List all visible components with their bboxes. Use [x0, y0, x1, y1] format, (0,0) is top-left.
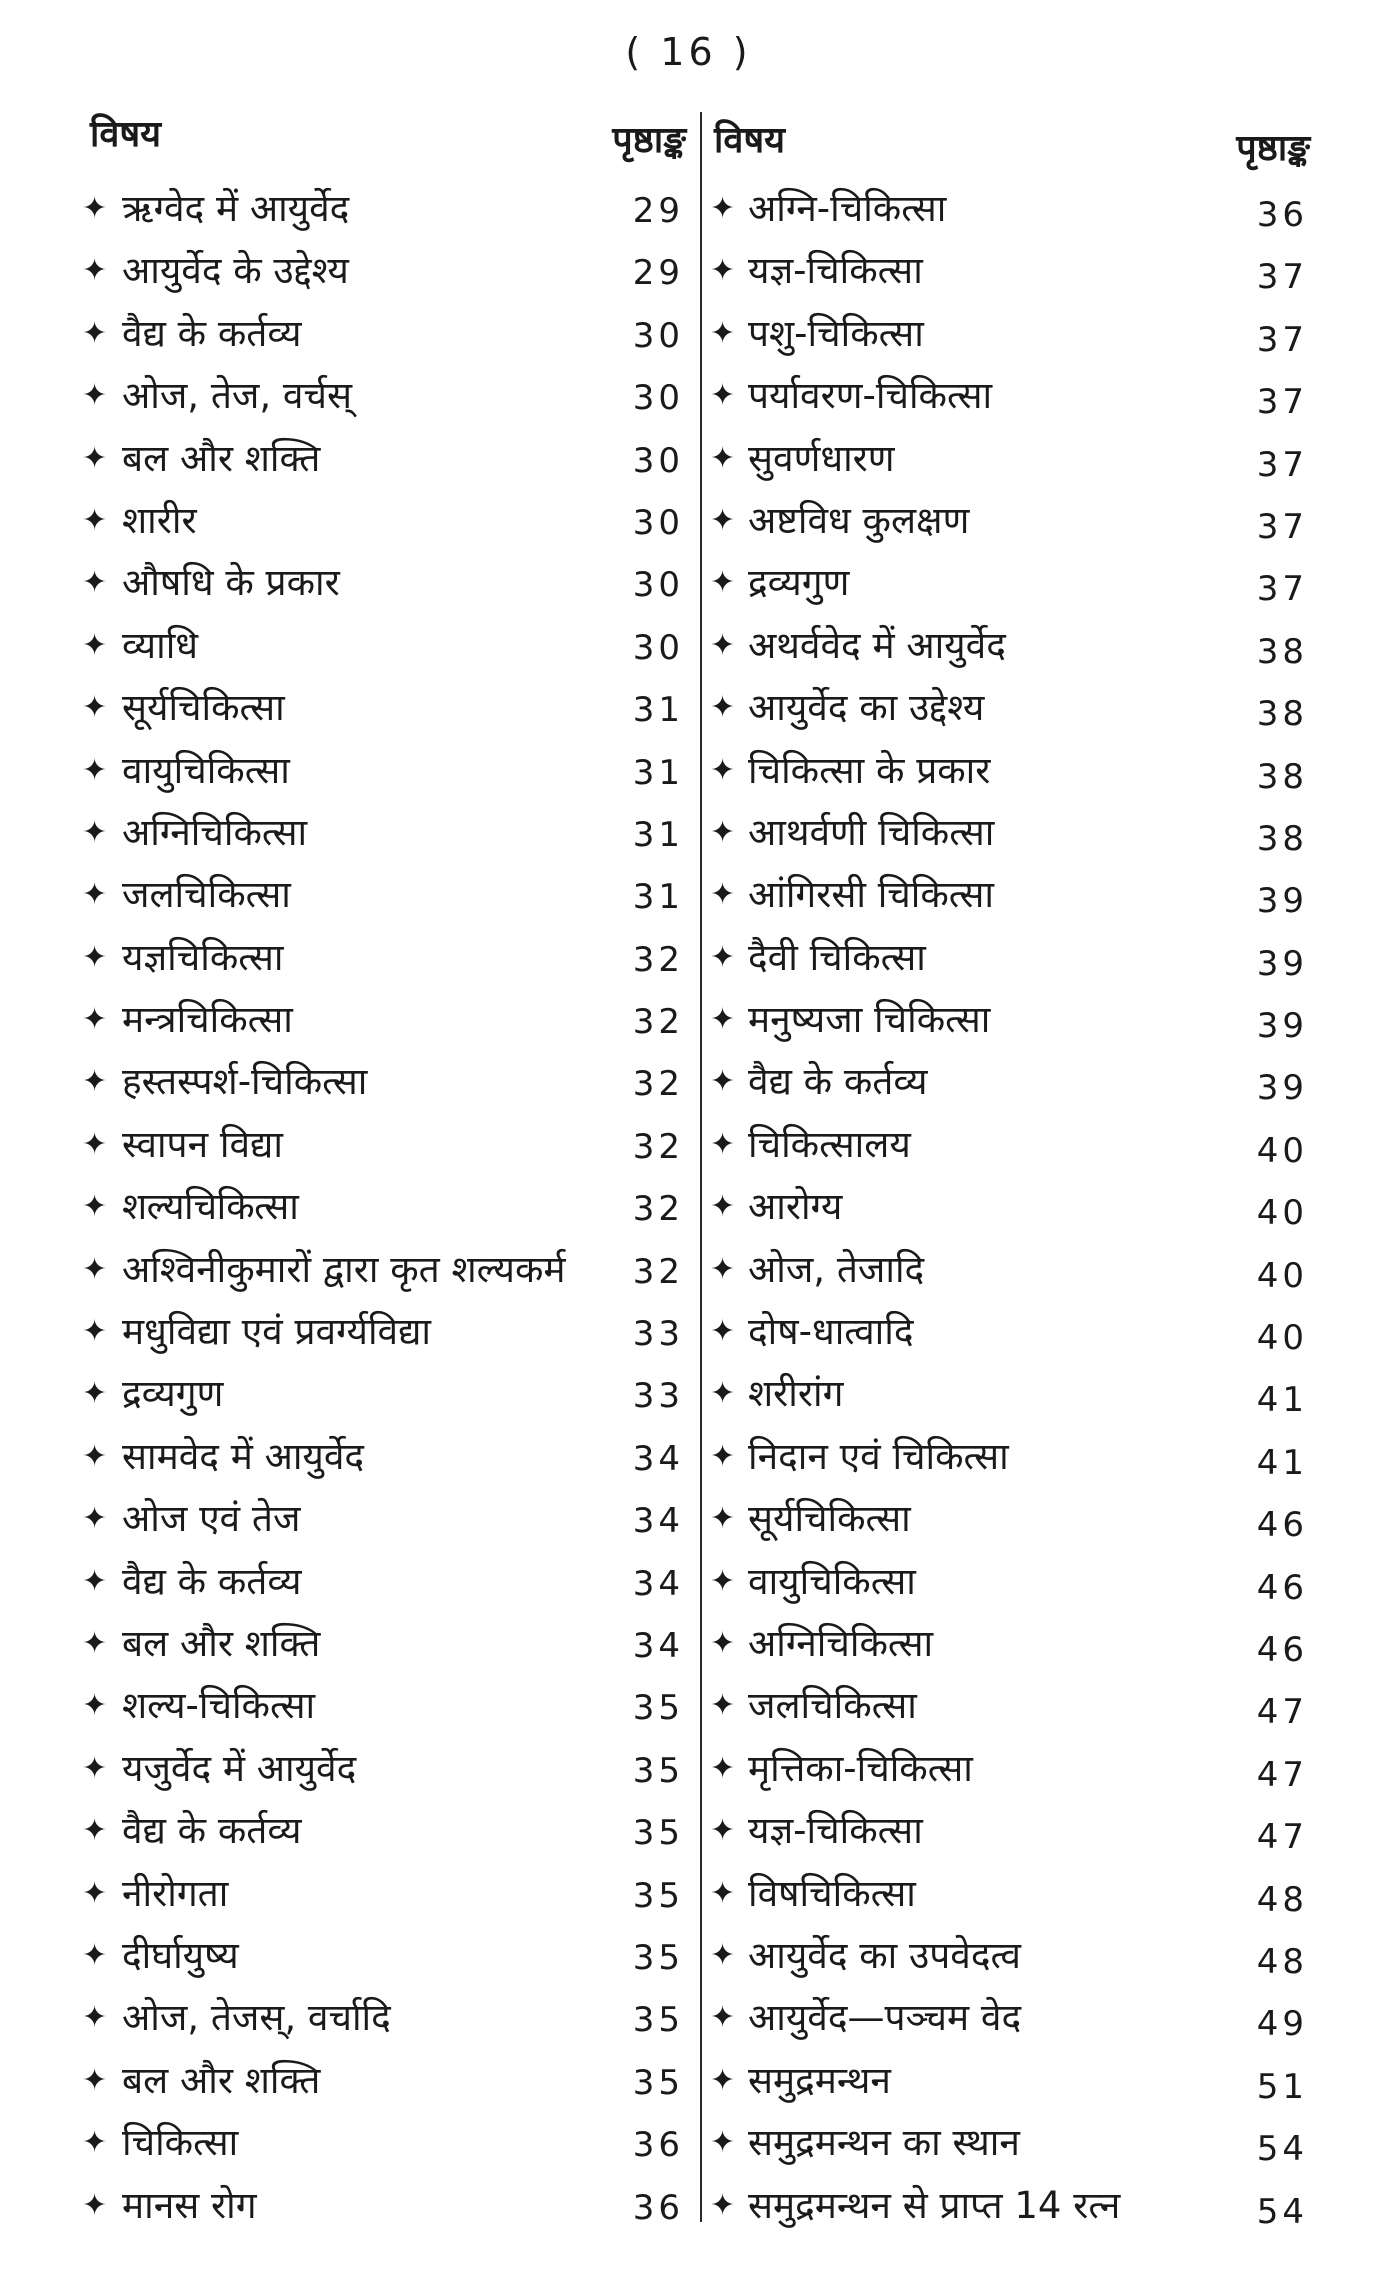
- entry-title: मधुविद्या एवं प्रवर्ग्यविद्या: [122, 1310, 432, 1354]
- contents-entry: [706, 1987, 1320, 2049]
- four-point-star-bullet-icon: ✦: [82, 1251, 108, 1287]
- contents-column-left: [70, 108, 690, 2237]
- entry-title: अग्निचिकित्सा: [122, 810, 308, 854]
- entry-title: यज्ञ-चिकित्सा: [748, 249, 923, 293]
- four-point-star-bullet-icon: ✦: [82, 565, 108, 601]
- entry-page-number: 46: [1256, 1629, 1308, 1670]
- entry-title: यजुर्वेद में आयुर्वेद: [122, 1746, 357, 1790]
- four-point-star-bullet-icon: ✦: [710, 1376, 736, 1412]
- entry-title: ओज, तेज, वर्चस्: [122, 374, 352, 418]
- four-point-star-bullet-icon: ✦: [710, 2062, 736, 2098]
- contents-entry: [706, 802, 1320, 864]
- entry-title: आयुर्वेद का उद्देश्य: [748, 686, 985, 730]
- entry-title: बल और शक्ति: [122, 1621, 321, 1665]
- entry-title: अग्नि-चिकित्सा: [748, 187, 947, 230]
- topic-heading: विषय: [90, 114, 162, 155]
- contents-entry: [706, 615, 1320, 677]
- contents-entry: [706, 490, 1320, 552]
- four-point-star-bullet-icon: ✦: [82, 1563, 108, 1599]
- four-point-star-bullet-icon: ✦: [710, 502, 736, 538]
- entry-title: मनुष्यजा चिकित्सा: [748, 998, 991, 1042]
- entry-page-number: 30: [632, 565, 684, 606]
- four-point-star-bullet-icon: ✦: [82, 1625, 108, 1661]
- contents-column-right: [706, 108, 1320, 2237]
- entry-title: आंगिरसी चिकित्सा: [748, 873, 994, 917]
- entry-title: पशु-चिकित्सा: [748, 311, 924, 355]
- entry-title: बल और शक्ति: [122, 436, 321, 480]
- four-point-star-bullet-icon: ✦: [710, 1314, 736, 1350]
- entry-page-number: 35: [632, 1875, 684, 1916]
- entry-page-number: 36: [1256, 195, 1308, 235]
- four-point-star-bullet-icon: ✦: [82, 315, 108, 351]
- entry-title: अथर्ववेद में आयुर्वेद: [748, 623, 1006, 667]
- contents-entry: [70, 365, 690, 427]
- entry-page-number: 41: [1256, 1442, 1308, 1483]
- contents-entry: [706, 303, 1320, 365]
- entry-page-number: 39: [1256, 943, 1308, 984]
- entry-page-number: 49: [1256, 2004, 1308, 2045]
- four-point-star-bullet-icon: ✦: [82, 939, 108, 975]
- entry-page-number: 35: [632, 2000, 684, 2041]
- four-point-star-bullet-icon: ✦: [82, 1002, 108, 1038]
- contents-entry: [706, 1675, 1320, 1737]
- entry-page-number: 34: [632, 1625, 684, 1666]
- entry-title: चिकित्सालय: [748, 1122, 911, 1166]
- contents-entry: [70, 1987, 690, 2049]
- entry-title: निदान एवं चिकित्सा: [748, 1434, 1009, 1478]
- contents-entry: [70, 428, 690, 490]
- four-point-star-bullet-icon: ✦: [710, 1813, 736, 1849]
- contents-entry: [706, 1613, 1320, 1675]
- entry-title: जलचिकित्सा: [122, 873, 291, 917]
- entry-page-number: 29: [632, 191, 684, 231]
- entry-title: शरीरांग: [748, 1372, 844, 1416]
- page-heading: पृष्ठाङ्क: [612, 120, 686, 161]
- four-point-star-bullet-icon: ✦: [82, 440, 108, 476]
- four-point-star-bullet-icon: ✦: [710, 814, 736, 850]
- entry-page-number: 38: [1256, 756, 1308, 797]
- contents-entry: [706, 1114, 1320, 1176]
- entry-title: मृत्तिका-चिकित्सा: [748, 1746, 973, 1790]
- entry-title: व्याधि: [122, 623, 199, 667]
- entry-page-number: 30: [632, 502, 684, 543]
- entry-page-number: 51: [1256, 2066, 1308, 2107]
- entry-title: वैद्य के कर्तव्य: [122, 1809, 302, 1853]
- four-point-star-bullet-icon: ✦: [82, 627, 108, 663]
- contents-entry: [706, 2050, 1320, 2112]
- four-point-star-bullet-icon: ✦: [82, 690, 108, 726]
- four-point-star-bullet-icon: ✦: [710, 440, 736, 476]
- four-point-star-bullet-icon: ✦: [82, 1875, 108, 1911]
- four-point-star-bullet-icon: ✦: [710, 1501, 736, 1537]
- four-point-star-bullet-icon: ✦: [710, 565, 736, 601]
- entry-title: शल्यचिकित्सा: [122, 1185, 299, 1229]
- four-point-star-bullet-icon: ✦: [82, 1126, 108, 1162]
- entry-title: जलचिकित्सा: [748, 1684, 917, 1728]
- contents-entry: [70, 1675, 690, 1737]
- contents-entry: [706, 1551, 1320, 1613]
- contents-entry: [70, 240, 690, 302]
- entry-page-number: 40: [1256, 1130, 1308, 1171]
- entry-page-number: 35: [632, 1750, 684, 1791]
- four-point-star-bullet-icon: ✦: [82, 1937, 108, 1973]
- four-point-star-bullet-icon: ✦: [710, 1875, 736, 1911]
- entry-title: द्रव्यगुण: [748, 561, 850, 605]
- four-point-star-bullet-icon: ✦: [710, 939, 736, 975]
- contents-entry: [70, 802, 690, 864]
- entry-title: वैद्य के कर्तव्य: [748, 1060, 928, 1104]
- contents-entry: [70, 2112, 690, 2174]
- contents-entry: [70, 2050, 690, 2112]
- contents-entry: [706, 677, 1320, 739]
- entry-page-number: 32: [632, 1251, 684, 1292]
- contents-entry: [706, 365, 1320, 427]
- entry-page-number: 30: [632, 378, 684, 419]
- entry-title: हस्तस्पर्श-चिकित्सा: [122, 1060, 368, 1104]
- entry-page-number: 37: [1256, 319, 1308, 360]
- contents-entry: [70, 1426, 690, 1488]
- entry-page-number: 32: [632, 1002, 684, 1043]
- entry-title: चिकित्सा: [122, 2121, 239, 2165]
- entry-page-number: 39: [1256, 881, 1308, 922]
- contents-entry: [70, 1800, 690, 1862]
- four-point-star-bullet-icon: ✦: [710, 1563, 736, 1599]
- four-point-star-bullet-icon: ✦: [82, 1688, 108, 1724]
- entry-page-number: 34: [632, 1563, 684, 1604]
- four-point-star-bullet-icon: ✦: [710, 752, 736, 788]
- entry-page-number: 47: [1256, 1817, 1308, 1858]
- four-point-star-bullet-icon: ✦: [710, 1625, 736, 1661]
- entry-title: सूर्यचिकित्सा: [748, 1497, 911, 1541]
- four-point-star-bullet-icon: ✦: [82, 1064, 108, 1100]
- column-divider: [700, 112, 702, 2222]
- entry-page-number: 47: [1256, 1754, 1308, 1795]
- entry-title: अश्विनीकुमारों द्वारा कृत शल्यकर्म: [122, 1247, 566, 1291]
- four-point-star-bullet-icon: ✦: [82, 378, 108, 414]
- entry-title: अष्टविध कुलक्षण: [748, 498, 970, 542]
- contents-entry: [70, 1301, 690, 1363]
- entry-page-number: 32: [632, 1126, 684, 1167]
- entry-page-number: 48: [1256, 1879, 1308, 1920]
- entry-page-number: 40: [1256, 1193, 1308, 1234]
- contents-entry: [706, 1488, 1320, 1550]
- entry-title: समुद्रमन्थन से प्राप्त 14 रत्न: [748, 2183, 1121, 2227]
- entry-title: अग्निचिकित्सा: [748, 1621, 934, 1665]
- entry-title: मन्त्रचिकित्सा: [122, 998, 293, 1042]
- entry-page-number: 37: [1256, 444, 1308, 485]
- four-point-star-bullet-icon: ✦: [710, 1937, 736, 1973]
- entry-page-number: 32: [632, 939, 684, 980]
- entry-title: स्वापन विद्या: [122, 1122, 283, 1166]
- entry-title: ऋग्वेद में आयुर्वेद: [122, 187, 350, 230]
- entry-title: बल और शक्ति: [122, 2058, 321, 2102]
- entry-page-number: 36: [632, 2125, 684, 2166]
- entry-title: औषधि के प्रकार: [122, 561, 340, 605]
- entry-title: वैद्य के कर्तव्य: [122, 1559, 302, 1603]
- column-header: [70, 108, 690, 178]
- contents-entry: [70, 1551, 690, 1613]
- four-point-star-bullet-icon: ✦: [710, 2000, 736, 2036]
- entry-page-number: 35: [632, 1688, 684, 1729]
- entry-page-number: 34: [632, 1438, 684, 1479]
- entry-title: ओज, तेजादि: [748, 1247, 925, 1291]
- contents-entry: [70, 927, 690, 989]
- contents-entry: [70, 1738, 690, 1800]
- contents-entry: [70, 2175, 690, 2237]
- four-point-star-bullet-icon: ✦: [710, 2187, 736, 2223]
- entry-title: शारीर: [122, 498, 197, 542]
- entry-title: आयुर्वेद के उद्देश्य: [122, 249, 349, 293]
- entry-page-number: 31: [632, 752, 684, 793]
- entry-page-number: 36: [632, 2187, 684, 2228]
- entry-page-number: 37: [1256, 382, 1308, 423]
- contents-entry: [70, 677, 690, 739]
- contents-entry: [706, 1301, 1320, 1363]
- entry-page-number: 37: [1256, 569, 1308, 610]
- four-point-star-bullet-icon: ✦: [710, 1688, 736, 1724]
- entry-page-number: 46: [1256, 1505, 1308, 1546]
- contents-entry: [70, 615, 690, 677]
- four-point-star-bullet-icon: ✦: [82, 1813, 108, 1849]
- entry-title: ओज, तेजस्, वर्चादि: [122, 1996, 391, 2040]
- entry-title: सूर्यचिकित्सा: [122, 686, 285, 730]
- contents-entry: [70, 864, 690, 926]
- contents-entry: [706, 989, 1320, 1051]
- entry-page-number: 29: [632, 253, 684, 294]
- entry-page-number: 39: [1256, 1068, 1308, 1109]
- entry-title: वायुचिकित्सा: [122, 748, 290, 792]
- entry-title: दैवी चिकित्सा: [748, 935, 926, 979]
- contents-entry: [706, 2175, 1320, 2237]
- entry-title: यज्ञ-चिकित्सा: [748, 1809, 923, 1853]
- entry-title: नीरोगता: [122, 1871, 229, 1915]
- contents-entry: [706, 1426, 1320, 1488]
- four-point-star-bullet-icon: ✦: [82, 814, 108, 850]
- contents-entry: [70, 989, 690, 1051]
- four-point-star-bullet-icon: ✦: [82, 752, 108, 788]
- contents-entry: [70, 1488, 690, 1550]
- entry-title: यज्ञचिकित्सा: [122, 935, 284, 979]
- contents-entry: [70, 1239, 690, 1301]
- entry-page-number: 38: [1256, 631, 1308, 672]
- topic-heading: विषय: [714, 120, 786, 161]
- contents-entry: [706, 927, 1320, 989]
- contents-entry: [706, 1363, 1320, 1425]
- entry-page-number: 33: [632, 1314, 684, 1355]
- contents-entry: [70, 1363, 690, 1425]
- four-point-star-bullet-icon: ✦: [82, 2000, 108, 2036]
- contents-entry: [706, 2112, 1320, 2174]
- contents-entry: [70, 303, 690, 365]
- entry-title: आथर्वणी चिकित्सा: [748, 810, 995, 854]
- entry-title: विषचिकित्सा: [748, 1871, 916, 1915]
- entry-title: पर्यावरण-चिकित्सा: [748, 374, 993, 418]
- page-heading: पृष्ठाङ्क: [1236, 128, 1310, 169]
- entry-title: सुवर्णधारण: [748, 436, 895, 480]
- contents-entry: [70, 552, 690, 614]
- four-point-star-bullet-icon: ✦: [710, 191, 736, 226]
- entry-title: दीर्घायुष्य: [122, 1933, 239, 1977]
- entry-page-number: 39: [1256, 1006, 1308, 1047]
- four-point-star-bullet-icon: ✦: [82, 502, 108, 538]
- entry-title: चिकित्सा के प्रकार: [748, 748, 991, 792]
- entry-page-number: 38: [1256, 818, 1308, 859]
- four-point-star-bullet-icon: ✦: [82, 1314, 108, 1350]
- entry-page-number: 34: [632, 1501, 684, 1542]
- entry-title: द्रव्यगुण: [122, 1372, 224, 1416]
- contents-entry: [70, 1863, 690, 1925]
- four-point-star-bullet-icon: ✦: [710, 877, 736, 913]
- contents-list: [706, 178, 1320, 2237]
- entry-page-number: 47: [1256, 1692, 1308, 1733]
- entry-page-number: 37: [1256, 506, 1308, 547]
- entry-page-number: 35: [632, 1937, 684, 1978]
- entry-page-number: 30: [632, 315, 684, 356]
- entry-page-number: 31: [632, 690, 684, 731]
- entry-page-number: 30: [632, 627, 684, 668]
- contents-entry: [70, 178, 690, 240]
- entry-page-number: 32: [632, 1064, 684, 1105]
- four-point-star-bullet-icon: ✦: [710, 1750, 736, 1786]
- entry-title: समुद्रमन्थन का स्थान: [748, 2121, 1020, 2165]
- contents-entry: [706, 552, 1320, 614]
- contents-entry: [706, 1863, 1320, 1925]
- contents-entry: [70, 1925, 690, 1987]
- four-point-star-bullet-icon: ✦: [710, 315, 736, 351]
- entry-title: मानस रोग: [122, 2183, 257, 2227]
- contents-entry: [706, 1176, 1320, 1238]
- four-point-star-bullet-icon: ✦: [710, 1064, 736, 1100]
- entry-page-number: 30: [632, 440, 684, 481]
- contents-entry: [706, 1051, 1320, 1113]
- contents-entry: [70, 1613, 690, 1675]
- contents-entry: [706, 1738, 1320, 1800]
- entry-page-number: 40: [1256, 1318, 1308, 1359]
- entry-title: आयुर्वेद—पञ्चम वेद: [748, 1996, 1022, 2040]
- four-point-star-bullet-icon: ✦: [710, 378, 736, 414]
- entry-page-number: 46: [1256, 1567, 1308, 1608]
- four-point-star-bullet-icon: ✦: [82, 2062, 108, 2098]
- entry-page-number: 54: [1256, 2191, 1308, 2232]
- contents-entry: [70, 1114, 690, 1176]
- page-number: ( 16 ): [625, 30, 752, 74]
- four-point-star-bullet-icon: ✦: [710, 2125, 736, 2161]
- four-point-star-bullet-icon: ✦: [710, 690, 736, 726]
- entry-title: आरोग्य: [748, 1185, 843, 1229]
- four-point-star-bullet-icon: ✦: [82, 1376, 108, 1412]
- contents-entry: [706, 240, 1320, 302]
- four-point-star-bullet-icon: ✦: [82, 1189, 108, 1225]
- contents-entry: [706, 864, 1320, 926]
- entry-page-number: 41: [1256, 1380, 1308, 1421]
- four-point-star-bullet-icon: ✦: [82, 253, 108, 289]
- four-point-star-bullet-icon: ✦: [710, 1251, 736, 1287]
- four-point-star-bullet-icon: ✦: [710, 253, 736, 289]
- contents-entry: [70, 1176, 690, 1238]
- entry-page-number: 35: [632, 1813, 684, 1854]
- entry-title: समुद्रमन्थन: [748, 2058, 891, 2102]
- entry-title: दोष-धात्वादि: [748, 1310, 914, 1354]
- entry-page-number: 54: [1256, 2129, 1308, 2170]
- contents-entry: [706, 1239, 1320, 1301]
- entry-title: शल्य-चिकित्सा: [122, 1684, 316, 1728]
- entry-title: सामवेद में आयुर्वेद: [122, 1434, 365, 1478]
- entry-page-number: 35: [632, 2062, 684, 2103]
- entry-page-number: 33: [632, 1376, 684, 1417]
- entry-page-number: 37: [1256, 257, 1308, 298]
- contents-list: [70, 178, 690, 2237]
- four-point-star-bullet-icon: ✦: [82, 2125, 108, 2161]
- entry-title: वायुचिकित्सा: [748, 1559, 916, 1603]
- entry-page-number: 48: [1256, 1941, 1308, 1982]
- four-point-star-bullet-icon: ✦: [82, 1750, 108, 1786]
- contents-entry: [706, 1925, 1320, 1987]
- four-point-star-bullet-icon: ✦: [710, 1189, 736, 1225]
- four-point-star-bullet-icon: ✦: [82, 1501, 108, 1537]
- four-point-star-bullet-icon: ✦: [710, 627, 736, 663]
- contents-entry: [70, 1051, 690, 1113]
- column-header: [706, 108, 1320, 178]
- entry-page-number: 32: [632, 1189, 684, 1230]
- entry-page-number: 31: [632, 814, 684, 855]
- contents-entry: [706, 1800, 1320, 1862]
- four-point-star-bullet-icon: ✦: [82, 2187, 108, 2223]
- four-point-star-bullet-icon: ✦: [82, 1438, 108, 1474]
- four-point-star-bullet-icon: ✦: [710, 1438, 736, 1474]
- contents-entry: [70, 740, 690, 802]
- contents-entry: [70, 490, 690, 552]
- entry-title: ओज एवं तेज: [122, 1497, 301, 1541]
- contents-entry: [706, 178, 1320, 240]
- entry-page-number: 38: [1256, 694, 1308, 735]
- entry-page-number: 40: [1256, 1255, 1308, 1296]
- four-point-star-bullet-icon: ✦: [710, 1002, 736, 1038]
- entry-title: वैद्य के कर्तव्य: [122, 311, 302, 355]
- contents-entry: [706, 428, 1320, 490]
- four-point-star-bullet-icon: ✦: [710, 1126, 736, 1162]
- entry-page-number: 31: [632, 877, 684, 918]
- four-point-star-bullet-icon: ✦: [82, 877, 108, 913]
- four-point-star-bullet-icon: ✦: [82, 191, 108, 226]
- contents-entry: [706, 740, 1320, 802]
- entry-title: आयुर्वेद का उपवेदत्व: [748, 1933, 1021, 1977]
